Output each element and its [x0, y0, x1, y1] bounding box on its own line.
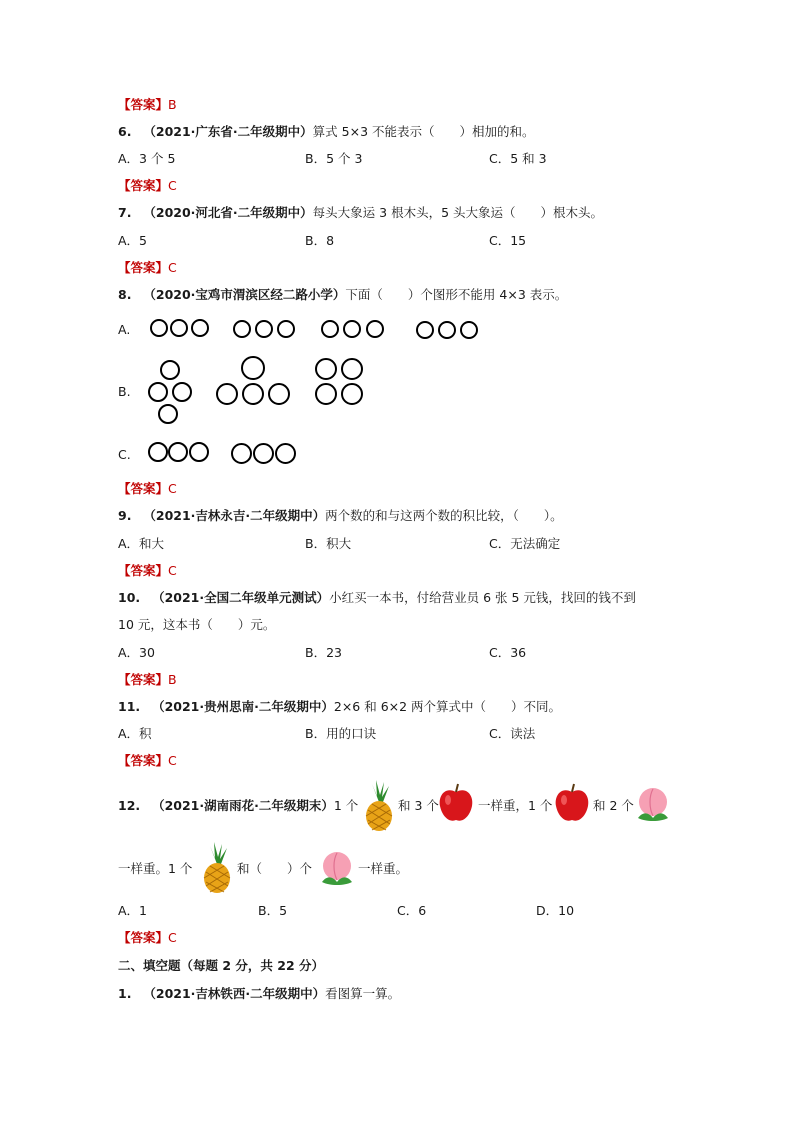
apple-icon	[437, 782, 475, 824]
option-c: C．6	[397, 903, 427, 918]
circle	[315, 383, 337, 405]
circle	[150, 319, 168, 337]
circle	[268, 383, 290, 405]
question-text: 和 2 个	[593, 798, 634, 813]
question-text: 1 个	[333, 798, 359, 813]
question-source: （2021·吉林永吉·二年级期中）	[143, 508, 326, 523]
option-c: C．36	[489, 645, 527, 660]
answer-label: 【答案】	[118, 260, 169, 275]
question-source: （2020·宝鸡市渭滨区经二路小学）	[143, 287, 346, 302]
circle	[191, 319, 209, 337]
answer-line	[118, 480, 177, 498]
question-text: 和（ ）个	[237, 861, 313, 876]
answer-label: 【答案】	[118, 672, 169, 687]
option-c: C．5 和 3	[489, 151, 547, 166]
option-a-label: A.	[118, 322, 131, 337]
option-b: B．积大	[305, 536, 352, 551]
circle	[189, 442, 209, 462]
circle	[160, 360, 180, 380]
answer-line	[118, 96, 177, 114]
question-text: 小红买一本书，付给营业员 6 张 5 元钱，找回的钱不到	[329, 590, 636, 605]
answer-value: B	[168, 97, 177, 112]
question-text: 一样重。1 个	[118, 861, 193, 876]
option-b: B．8	[305, 233, 335, 248]
answer-line	[118, 752, 177, 770]
question-10	[118, 589, 636, 607]
question-number: 1.	[118, 986, 132, 1001]
option-a: A．5	[118, 233, 148, 248]
question-number: 9.	[118, 508, 132, 523]
circle	[460, 321, 478, 339]
answer-value: C	[168, 753, 177, 768]
option-b: B．23	[305, 645, 342, 660]
circle	[341, 383, 363, 405]
option-a: A．1	[118, 903, 148, 918]
circle	[231, 443, 252, 464]
circle	[216, 383, 238, 405]
circle	[172, 382, 192, 402]
answer-value: C	[168, 481, 177, 496]
circle	[242, 383, 264, 405]
option-a: A．30	[118, 645, 155, 660]
option-a: A．和大	[118, 536, 165, 551]
circle	[170, 319, 188, 337]
answer-line	[118, 562, 177, 580]
question-7	[118, 204, 603, 222]
answer-line	[118, 671, 177, 689]
question-text: 一样重，1 个	[478, 798, 553, 813]
question-number: 12.	[118, 798, 141, 813]
circle	[343, 320, 361, 338]
circle	[168, 442, 188, 462]
answer-line	[118, 259, 177, 277]
question-source: （2021·全国二年级单元测试）	[152, 590, 330, 605]
option-b-label: B.	[118, 384, 131, 399]
question-number: 8.	[118, 287, 132, 302]
option-a: A．积	[118, 726, 152, 741]
circle	[416, 321, 434, 339]
question-8	[118, 286, 567, 304]
question-source: （2021·湖南雨花·二年级期末）	[152, 798, 334, 813]
option-c: C．读法	[489, 726, 536, 741]
circle	[253, 443, 274, 464]
option-c-label: C.	[118, 447, 131, 462]
question-11	[118, 698, 561, 716]
question-text: 一样重。	[358, 861, 409, 876]
option-b: B．用的口诀	[305, 726, 377, 741]
circle	[158, 404, 178, 424]
answer-label: 【答案】	[118, 97, 169, 112]
pineapple-icon	[362, 780, 396, 832]
answer-value: C	[168, 260, 177, 275]
peach-icon	[318, 848, 356, 888]
question-source: （2021·广东省·二年级期中）	[143, 124, 313, 139]
question-text: 算式 5×3 不能表示（ ）相加的和。	[312, 124, 535, 139]
question-number: 10.	[118, 590, 141, 605]
question-text-continued: 10 元，这本书（ ）元。	[118, 617, 276, 632]
question-text: 两个数的和与这两个数的积比较，（ ）。	[325, 508, 563, 523]
question-number: 11.	[118, 699, 141, 714]
apple-icon	[553, 782, 591, 824]
question-text: 下面（ ）个图形不能用 4×3 表示。	[345, 287, 568, 302]
answer-label: 【答案】	[118, 178, 169, 193]
answer-line	[118, 177, 177, 195]
question-9	[118, 507, 563, 525]
answer-label: 【答案】	[118, 930, 169, 945]
question-6	[118, 123, 535, 141]
question-number: 7.	[118, 205, 132, 220]
peach-icon	[634, 784, 672, 824]
answer-value: B	[168, 672, 177, 687]
option-a: A．3 个 5	[118, 151, 176, 166]
question-text: 每头大象运 3 根木头，5 头大象运（ ）根木头。	[312, 205, 603, 220]
option-b: B．5 个 3	[305, 151, 363, 166]
question-text: 和 3 个	[398, 798, 439, 813]
answer-label: 【答案】	[118, 753, 169, 768]
answer-line	[118, 929, 177, 947]
circle	[148, 382, 168, 402]
pineapple-icon	[200, 842, 234, 894]
question-2-1	[118, 985, 400, 1003]
circle	[233, 320, 251, 338]
circle	[321, 320, 339, 338]
option-d: D．10	[536, 903, 575, 918]
circle	[255, 320, 273, 338]
circle	[315, 358, 337, 380]
option-c: C．无法确定	[489, 536, 561, 551]
answer-value: C	[168, 930, 177, 945]
question-number: 6.	[118, 124, 132, 139]
circle	[148, 442, 168, 462]
answer-label: 【答案】	[118, 481, 169, 496]
answer-value: C	[168, 563, 177, 578]
question-text: 看图算一算。	[325, 986, 401, 1001]
question-source: （2020·河北省·二年级期中）	[143, 205, 313, 220]
question-source: （2021·吉林铁西·二年级期中）	[143, 986, 326, 1001]
question-source: （2021·贵州思南·二年级期中）	[152, 699, 334, 714]
circle	[438, 321, 456, 339]
circle	[241, 356, 265, 380]
option-b: B．5	[258, 903, 288, 918]
question-text: 2×6 和 6×2 两个算式中（ ）不同。	[333, 699, 562, 714]
circle	[366, 320, 384, 338]
circle	[275, 443, 296, 464]
circle	[341, 358, 363, 380]
answer-value: C	[168, 178, 177, 193]
answer-label: 【答案】	[118, 563, 169, 578]
option-c: C．15	[489, 233, 527, 248]
section-heading: 二、填空题（每题 2 分，共 22 分）	[118, 958, 325, 973]
circle	[277, 320, 295, 338]
question-12	[118, 797, 358, 815]
